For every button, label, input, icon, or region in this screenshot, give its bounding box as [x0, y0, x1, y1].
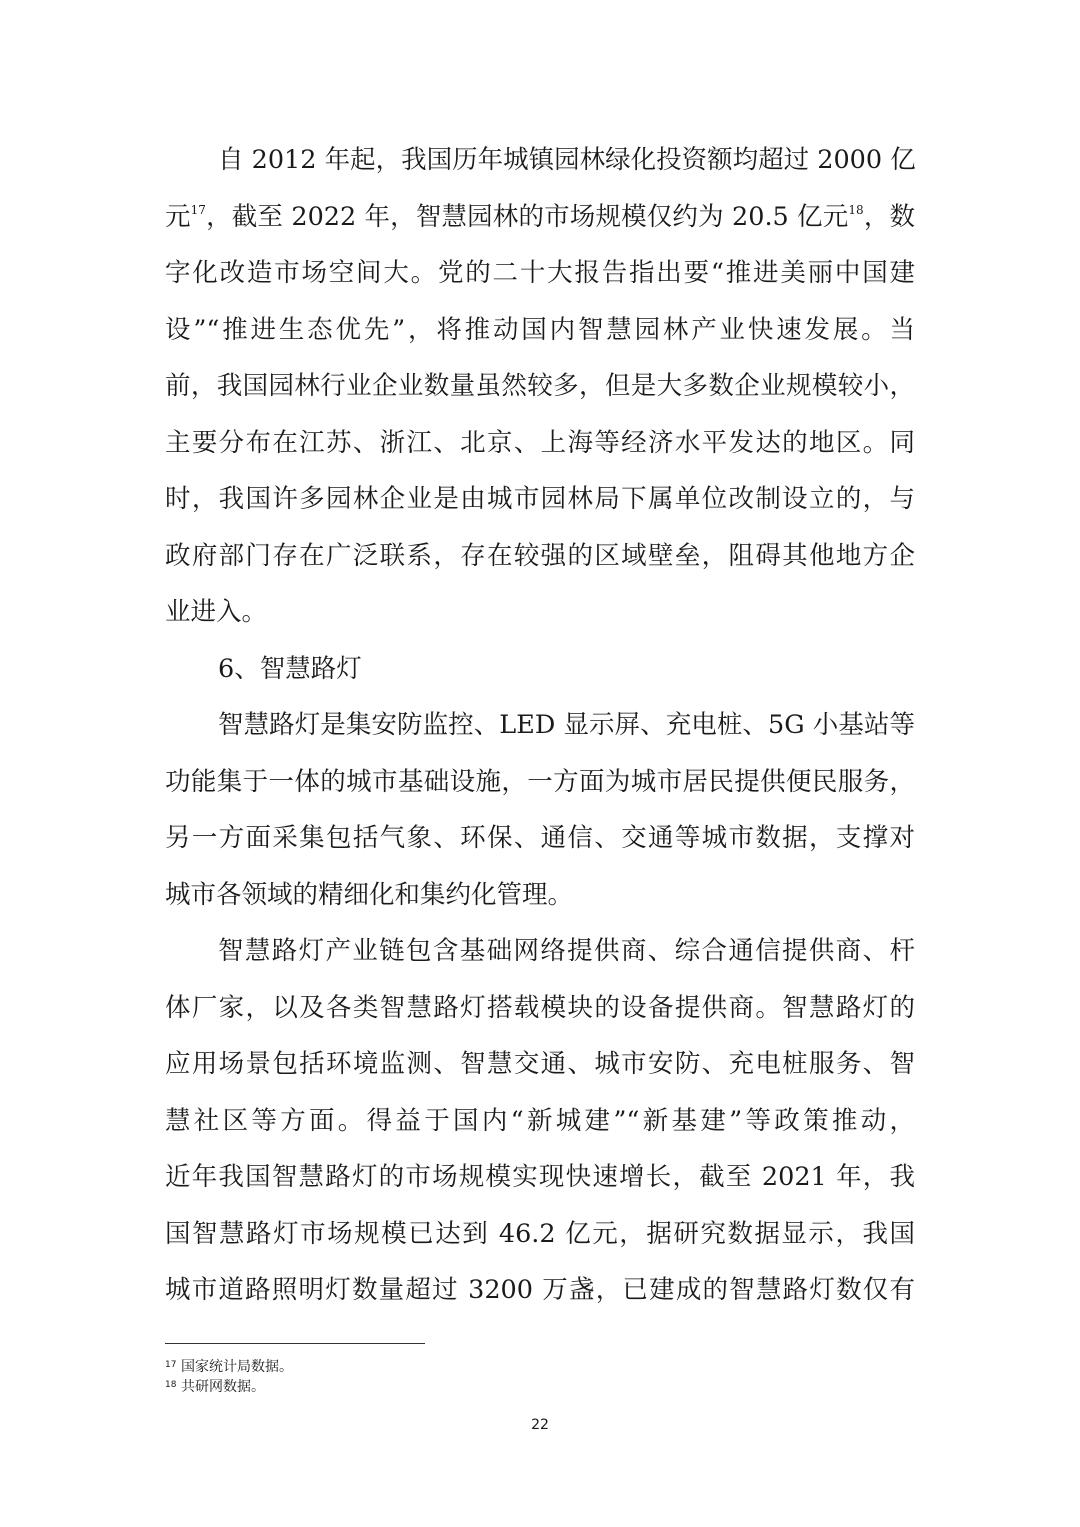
text-line: [165, 539, 915, 573]
text-run: 近年我国智慧路灯的市场规模实现快速增长，截至 2021 年，我: [165, 1162, 915, 1192]
text-line: [218, 934, 915, 968]
text-line: [165, 200, 915, 234]
footnote-reference: 17: [190, 202, 206, 217]
text-run: 智慧路灯产业链包含基础网络提供商、综合通信提供商、杆: [218, 936, 915, 966]
text-line: [218, 143, 915, 177]
text-line: [218, 708, 915, 742]
text-run: 字化改造市场空间大。党的二十大报告指出要“推进美丽中国建: [165, 258, 915, 288]
footnote-reference: 18: [848, 202, 864, 217]
text-line: [165, 1273, 915, 1307]
text-run: 时，我国许多园林企业是由城市园林局下属单位改制设立的，与: [165, 484, 915, 514]
text-line: [165, 991, 915, 1025]
footnote-18: [165, 1376, 265, 1396]
text-line: [165, 256, 915, 290]
text-run: 国智慧路灯市场规模已达到 46.2 亿元，据研究数据显示，我国: [165, 1218, 915, 1249]
text-line: [165, 821, 915, 855]
footnote-text: 国家统计局数据。: [181, 1359, 293, 1375]
text-run: 体厂家，以及各类智慧路灯搭载模块的设备提供商。智慧路灯的: [165, 992, 915, 1023]
footnote-divider: [165, 1343, 425, 1344]
text-line: [165, 1047, 915, 1081]
text-line: [165, 313, 915, 347]
text-line: [165, 369, 915, 403]
text-run: 城市各领域的精细化和集约化管理。: [165, 879, 574, 910]
text-line: [165, 595, 915, 629]
text-line: [165, 1104, 915, 1138]
text-line: [165, 1217, 915, 1251]
text-run: ，截至 2022 年，智慧园林的市场规模仅约为 20.5 亿元: [205, 201, 849, 232]
footnote-17: [165, 1356, 293, 1376]
text-run: 智慧路灯是集安防监控、LED 显示屏、充电桩、5G 小基站等: [218, 710, 915, 740]
text-run: 城市道路照明灯数量超过 3200 万盏，已建成的智慧路灯数仅有: [165, 1275, 915, 1305]
footnote-mark: 18: [165, 1380, 177, 1390]
text-run: 自 2012 年起，我国历年城镇园林绿化投资额均超过 2000 亿: [218, 145, 916, 175]
footnote-text: 共研网数据。: [181, 1379, 265, 1395]
text-run: 设”“推进生态优先”，将推动国内智慧园林产业快速发展。当: [165, 314, 915, 345]
text-run: 主要分布在江苏、浙江、北京、上海等经济水平发达的地区。同: [165, 427, 915, 458]
text-run: 6、智慧路灯: [218, 653, 362, 684]
text-line: [165, 482, 915, 516]
text-run: 慧社区等方面。得益于国内“新城建”“新基建”等政策推动，: [165, 1105, 915, 1136]
section-heading: [218, 652, 915, 686]
text-run: 政府部门存在广泛联系，存在较强的区域壁垒，阻碍其他地方企: [165, 540, 915, 571]
text-line: [165, 426, 915, 460]
text-run: 前，我国园林行业企业数量虽然较多，但是大多数企业规模较小，: [165, 371, 915, 401]
text-line: [165, 878, 915, 912]
page-number: 22: [531, 1417, 549, 1433]
text-line: [165, 1160, 915, 1194]
text-run: 功能集于一体的城市基础设施，一方面为城市居民提供便民服务，: [165, 766, 915, 797]
text-run: 应用场景包括环境监测、智慧交通、城市安防、充电桩服务、智: [165, 1049, 915, 1079]
footnote-mark: 17: [165, 1360, 177, 1370]
text-run: 另一方面采集包括气象、环保、通信、交通等城市数据，支撑对: [165, 823, 915, 853]
text-run: ，数: [863, 201, 915, 232]
text-run: 元: [165, 201, 191, 232]
text-line: [165, 765, 915, 799]
text-run: 业进入。: [165, 597, 268, 627]
